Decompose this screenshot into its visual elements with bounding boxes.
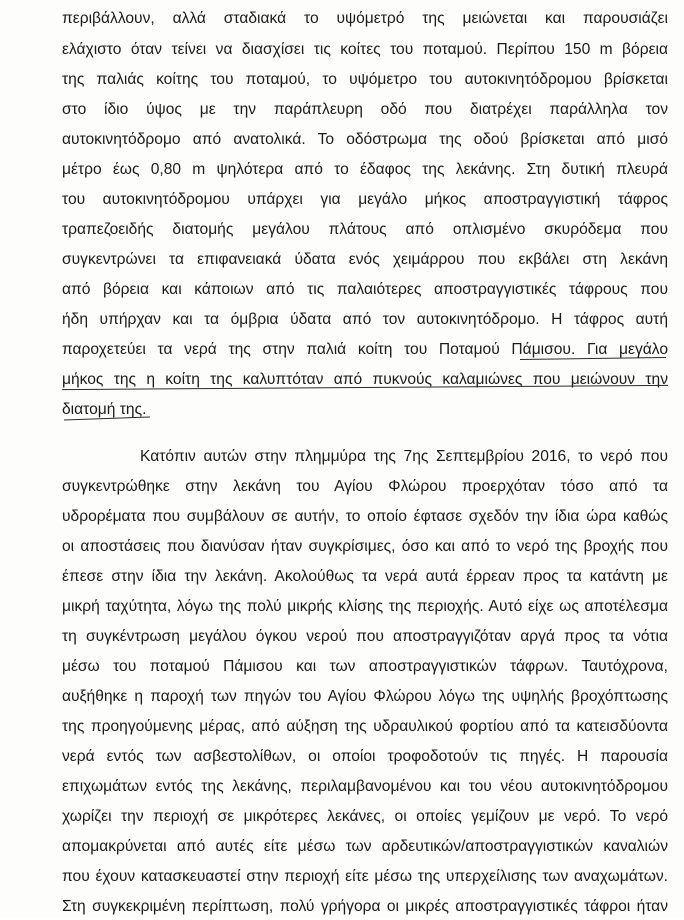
- text-line: τη συγκέντρωση μεγάλου όγκου νερού που αποστραγγιζόταν αργά προς τα νότια: [62, 628, 668, 645]
- text-line: οι αποστάσεις που διανύσαν ήταν συγκρίσιμες, όσο και από το νερό της βροχής που: [62, 538, 668, 555]
- text-line: συγκεντρώθηκε στην λεκάνη του Αγίου Φλώρου προερχόταν τόσο από τα: [62, 478, 668, 495]
- text-line: του αυτοκινητόδρομου υπάρχει για μεγάλο μήκος αποστραγγιστική τάφρος: [62, 191, 668, 208]
- text-line: στο ίδιο ύψος με την παράπλευρη οδό που διατρέχει παράλληλα τον: [62, 101, 668, 118]
- text-line: συγκεντρώνει τα επιφανειακά ύδατα ενός χειμάρρου που εκβάλει στη λεκάνη: [62, 251, 668, 268]
- text-line: μικρή ταχύτητα, λόγω της πολύ μικρής κλίσης της περιοχής. Αυτό είχε ως αποτέλεσμα: [62, 598, 668, 615]
- text-line: επιχωμάτων εντός της λεκάνης, περιλαμβανομένου και του νέου αυτοκινητόδρομου: [62, 778, 668, 795]
- text-line: διατομή της.: [62, 401, 147, 418]
- text-line: απομακρύνεται από αυτές είτε μέσω των αρδευτικών/αποστραγγιστικών καναλιών: [62, 838, 668, 855]
- text-line: της παλιάς κοίτης του ποταμού, το υψόμετρο του αυτοκινητόδρομου βρίσκεται: [62, 71, 668, 88]
- text-line: έπεσε στην ίδια την λεκάνη. Ακολούθως τα νερά αυτά έρρεαν προς τα κατάντη με: [62, 568, 668, 585]
- text-line: ελάχιστο όταν τείνει να διασχίσει τις κοίτες του ποταμού. Περίπου 150 m βόρεια: [62, 41, 668, 58]
- text-line: της προηγούμενης μέρας, από αύξηση της υδραυλικού φορτίου από τα κατεισδύοντα: [62, 718, 668, 735]
- text-line: αυτοκινητόδρομο από ανατολικά. Το οδόστρωμα της οδού βρίσκεται από μισό: [62, 131, 668, 148]
- text-line: Κατόπιν αυτών στην πλημμύρα της 7ης Σεπτεμβρίου 2016, το νερό που: [140, 448, 668, 465]
- body-text: [62, 0, 668, 917]
- text-line: μήκος της η κοίτη της καλυπτόταν από πυκνούς καλαμιώνες που μειώνουν την: [62, 371, 668, 388]
- text-line: νερά εντός των ασβεστολίθων, οι οποίοι τροφοδοτούν τις πηγές. Η παρουσία: [62, 748, 668, 765]
- text-line: μέσω του ποταμού Πάμισου και των αποστραγγιστικών τάφρων. Ταυτόχρονα,: [62, 658, 668, 675]
- text-line: μέτρο έως 0,80 m ψηλότερα από το έδαφος της λεκάνης. Στη δυτική πλευρά: [62, 161, 668, 178]
- text-line: υδρορέματα που συμβάλουν σε αυτήν, το οποίο έφτασε σχεδόν την ίδια ώρα καθώς: [62, 508, 668, 525]
- text-line: χωρίζει την περιοχή σε μικρότερες λεκάνες, οι οποίες γεμίζουν με νερό. Το νερό: [62, 808, 668, 825]
- text-line: Στη συγκεκριμένη περίπτωση, πολύ γρήγορα οι μικρές αποστραγγιστικές τάφροι ήταν: [62, 898, 668, 915]
- text-line: από βόρεια και κάποιων από τις παλαιότερες αποστραγγιστικές τάφρους που: [62, 281, 668, 298]
- text-line: παροχετεύει τα νερά της στην παλιά κοίτη του Ποταμού Πάμισου. Για μεγάλο: [62, 341, 668, 358]
- text-line: που έχουν κατασκευαστεί στην περιοχή είτε μέσω της υπερχείλισης των αναχωμάτων.: [62, 868, 668, 885]
- text-line: ήδη υπήρχαν και τα όμβρια ύδατα από τον αυτοκινητόδρομο. Η τάφρος αυτή: [62, 311, 668, 328]
- text-line: περιβάλλουν, αλλά σταδιακά το υψόμετρό της μειώνεται και παρουσιάζει: [62, 10, 668, 27]
- text-line: αυξήθηκε η παροχή των πηγών του Αγίου Φλώρου λόγω της υψηλής βροχόπτωσης: [62, 688, 668, 705]
- text-line: τραπεζοειδής διατομής μεγάλου πλάτους από οπλισμένο σκυρόδεμα που: [62, 221, 668, 238]
